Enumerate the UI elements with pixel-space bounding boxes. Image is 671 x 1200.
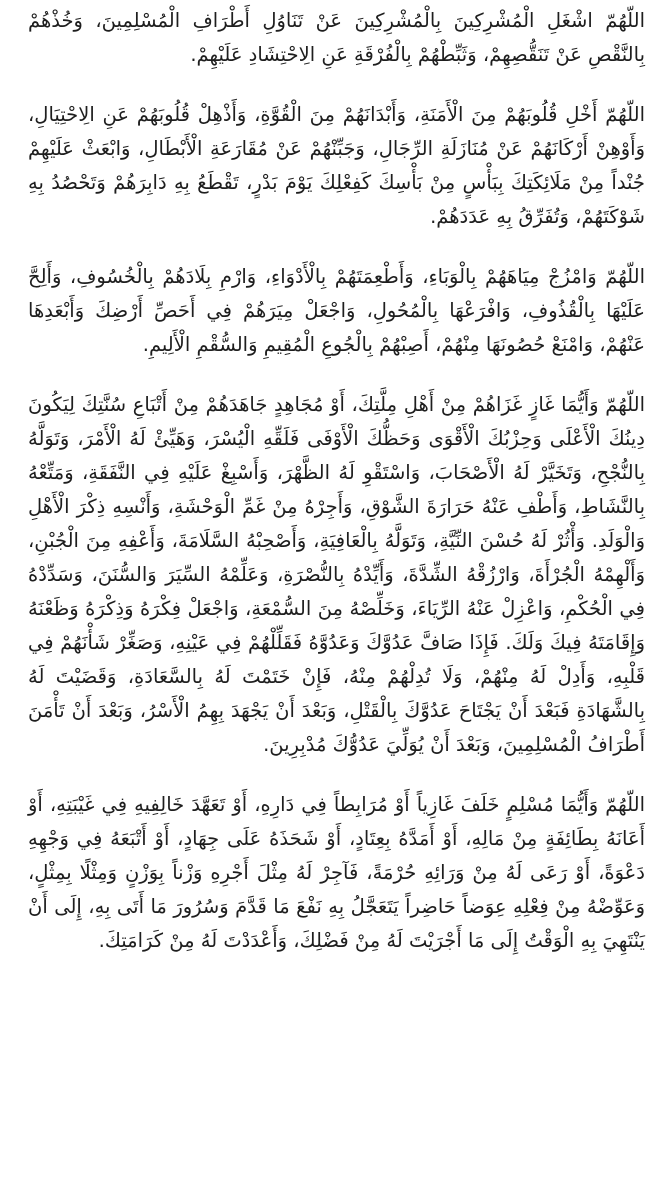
paragraph-3: اللّهُمّ وَامْزُجْ مِيَاهَهُمْ بِالْوَبَاءِ، وَأَطْعِمَتَهُمْ بِالْأَدْوَاءِ، وَارْمِ بِلَادَهُمْ بِالْخُسُوفِ، وَأَلِحَّ عَلَيْهَا بِالْقُذُوفِ، وَافْرَعْهَا بِالْمُحُولِ، وَاجْعَلْ مِيَرَهُمْ فِي أَحَصِّ أَرْضِكَ وَأَبْعَدِهَا عَنْهُمْ، وَامْنَعْ حُصُونَهَا مِنْهُمْ، أَصِبْهُمْ بِالْجُوعِ الْمُقِيمِ وَالسُّقْمِ الْأَلِيمِ.: [28, 265, 645, 356]
paragraph-2: اللّهُمّ أَخْلِ قُلُوبَهُمْ مِنَ الْأَمَنَةِ، وَأَبْدَانَهُمْ مِنَ الْقُوَّةِ، وَأَذْهِلْ قُلُوبَهُمْ عَنِ الِاحْتِيَالِ، وَأَوْهِنْ أَرْكَانَهُمْ عَنْ مُنَازَلَةِ الرِّجَالِ، وَجَبِّنْهُمْ عَنْ مُقَارَعَةِ الْأَبْطَالِ، وَابْعَثْ عَلَيْهِمْ جُنْداً مِنْ مَلَائِكَتِكَ بِبَأْسٍ مِنْ بَأْسِكَ كَفِعْلِكَ يَوْمَ بَدْرٍ، تَقْطَعُ بِهِ دَابِرَهُمْ وَتَحْصُدُ بِهِ شَوْكَتَهُمْ، وَتُفَرِّقُ بِهِ عَدَدَهُمْ.: [28, 103, 645, 228]
paragraph-4: اللّهُمّ وَأَيُّمَا غَازٍ غَزَاهُمْ مِنْ أَهْلِ مِلَّتِكَ، أَوْ مُجَاهِدٍ جَاهَدَهُمْ مِنْ أَتْبَاعِ سُنَّتِكَ لِيَكُونَ دِينُكَ الْأَعْلَى وَحِزْبُكَ الْأَقْوَى وَحَظُّكَ الْأَوْفَى فَلَقِّهِ الْيُسْرَ، وَهَيِّئْ لَهُ الْأَمْرَ، وَتَوَلَّهُ بِالنُّجْحِ، وَتَخَيَّرْ لَهُ الْأَصْحَابَ، وَاسْتَقْوِ لَهُ الظَّهْرَ، وَأَسْبِغْ عَلَيْهِ فِي النَّفَقَةِ، وَمَتِّعْهُ بِالنَّشَاطِ، وَأَطْفِ عَنْهُ حَرَارَةَ الشَّوْقِ، وَأَجِرْهُ مِنْ غَمِّ الْوَحْشَةِ، وَأَنْسِهِ ذِكْرَ الْأَهْلِ وَالْوَلَدِ. وَأْثُرْ لَهُ حُسْنَ النِّيَّةِ، وَتَوَلَّهُ بِالْعَافِيَةِ، وَأَصْحِبْهُ السَّلَامَةَ، وَأَعْفِهِ مِنَ الْجُبْنِ، وَأَلْهِمْهُ الْجُرْأَةَ، وَارْزُقْهُ الشِّدَّةَ، وَأَيِّدْهُ بِالنُّصْرَةِ، وَعَلِّمْهُ السِّيَرَ وَالسُّنَنَ، وَسَدِّدْهُ فِي الْحُكْمِ، وَاعْزِلْ عَنْهُ الرِّيَاءَ، وَخَلِّصْهُ مِنَ السُّمْعَةِ، وَاجْعَلْ فِكْرَهُ وَذِكْرَهُ وَظَعْنَهُ وَإِقَامَتَهُ فِيكَ وَلَكَ. فَإِذَا صَافَّ عَدُوَّكَ وَعَدُوَّهُ فَقَلِّلْهُمْ فِي عَيْنِهِ، وَصَغِّرْ شَأْنَهُمْ فِي قَلْبِهِ، وَأَدِلْ لَهُ مِنْهُمْ، وَلَا تُدِلْهُمْ مِنْهُ، فَإِنْ خَتَمْتَ لَهُ بِالسَّعَادَةِ، وَقَضَيْتَ لَهُ بِالشَّهَادَةِ فَبَعْدَ أَنْ يَجْتَاحَ عَدُوَّكَ بِالْقَتْلِ، وَبَعْدَ أَنْ يَجْهَدَ بِهِمُ الْأَسْرُ، وَبَعْدَ أَنْ تَأْمَنَ أَطْرَافُ الْمُسْلِمِينَ، وَبَعْدَ أَنْ يُوَلِّيَ عَدُوُّكَ مُدْبِرِينَ.: [28, 393, 645, 756]
paragraph-1: اللّهُمّ اشْغَلِ الْمُشْرِكِينَ بِالْمُشْرِكِينَ عَنْ تَنَاوُلِ أَطْرَافِ الْمُسْلِمِينَ، وَخُذْهُمْ بِالنَّقْصِ عَنْ تَنَقُّصِهِمْ، وَثَبِّطْهُمْ بِالْفُرْقَةِ عَنِ الِاحْتِشَادِ عَلَيْهِمْ.: [28, 9, 645, 66]
paragraph-5: اللّهُمّ وَأَيُّمَا مُسْلِمٍ خَلَفَ غَازِياً أَوْ مُرَابِطاً فِي دَارِهِ، أَوْ تَعَهَّدَ خَالِفِيهِ فِي غَيْبَتِهِ، أَوْ أَعَانَهُ بِطَائِفَةٍ مِنْ مَالِهِ، أَوْ أَمَدَّهُ بِعِتَادٍ، أَوْ شَحَذَهُ عَلَى جِهَادٍ، أَوْ أَتْبَعَهُ فِي وَجْهِهِ دَعْوَةً، أَوْ رَعَى لَهُ مِنْ وَرَائِهِ حُرْمَةً، فَآجِرْ لَهُ مِثْلَ أَجْرِهِ وَزْناً بِوَزْنٍ وَمِثْلًا بِمِثْلٍ، وَعَوِّضْهُ مِنْ فِعْلِهِ عِوَضاً حَاضِراً يَتَعَجَّلُ بِهِ نَفْعَ مَا قَدَّمَ وَسُرُورَ مَا أَتَى بِهِ، إِلَى أَنْ يَنْتَهِيَ بِهِ الْوَقْتُ إِلَى مَا أَجْرَيْتَ لَهُ مِنْ فَضْلِكَ، وَأَعْدَدْتَ لَهُ مِنْ كَرَامَتِكَ.: [28, 793, 645, 952]
